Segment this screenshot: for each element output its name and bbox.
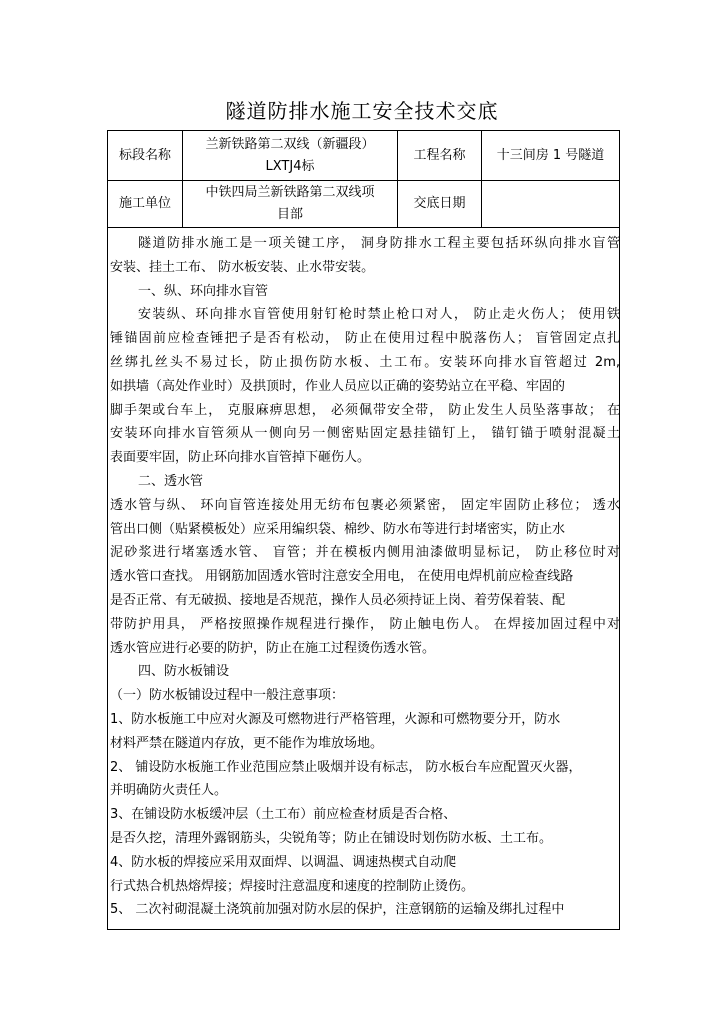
body-line: 4、防水板的焊接应采用双面焊、以调温、调速热楔式自动爬: [110, 854, 457, 870]
unit-value-cell: [183, 181, 398, 228]
date-label-cell: [398, 181, 482, 228]
date-label: 交底日期: [413, 196, 466, 211]
section-label-cell: [108, 131, 183, 181]
body-line: 安装纵、环向排水盲管使用射钉枪时禁止枪口对人， 防止走火伤人； 使用铁: [138, 307, 620, 323]
section-value-cell: [183, 131, 398, 181]
body-line: 并明确防火责任人。: [110, 783, 228, 799]
body-line: 透水管口查找。 用钢筋加固透水管时注意安全用电， 在使用电焊机前应检查线路: [110, 569, 574, 585]
body-line: 管出口侧（贴紧模板处）应采用编织袋、棉纱、防水布等进行封堵密实，防止水: [110, 521, 566, 537]
section-label: 标段名称: [118, 147, 171, 163]
project-label-cell: [398, 131, 482, 181]
subsection-heading: （一）防水板铺设过程中一般注意事项：: [110, 688, 345, 704]
unit-value-line-2: 目部: [276, 207, 303, 222]
section-value-line-1: 兰新铁路第二双线（新疆段）: [205, 136, 375, 152]
section-value-line-2: LXTJ4标: [265, 158, 315, 174]
body-line: 脚手架或台车上， 克服麻痹思想， 必须佩带安全带， 防止发生人员坠落事故； 在: [110, 402, 620, 418]
body-line: 透水管应进行必要的防护，防止在施工过程烫伤透水管。: [110, 640, 436, 656]
unit-label: 施工单位: [118, 196, 171, 211]
body-line: 如拱墙（高处作业时）及拱顶时，作业人员应以正确的姿势站立在平稳、牢固的: [110, 378, 566, 394]
section-heading: 二、透水管: [138, 473, 204, 489]
section-heading: 一、纵、环向排水盲管: [138, 283, 269, 299]
body-line: 1、防水板施工中应对火源及可燃物进行严格管理，火源和可燃物要分开，防水: [110, 711, 561, 727]
body-line: 隧道防排水施工是一项关键工序， 洞身防排水工程主要包括环纵向排水盲管: [138, 236, 620, 251]
project-value: 十三间房 1 号隧道: [496, 147, 605, 163]
body-line: 5、 二次衬砌混凝土浇筑前加强对防水层的保护，注意钢筋的运输及绑扎过程中: [110, 902, 565, 918]
body-line: 透水管与纵、 环向盲管连接处用无纺布包裹必须紧密， 固定牢固防止移位； 透水: [110, 497, 620, 513]
unit-label-cell: [108, 181, 183, 228]
project-value-cell: [482, 131, 619, 181]
body-line: 是否久挖，清理外露钢筋头，尖锐角等；防止在铺设时划伤防水板、土工布。: [110, 830, 553, 846]
project-label: 工程名称: [413, 147, 466, 163]
body-line: 带防护用具， 严格按照操作规程进行操作， 防止触电伤人。 在焊接加固过程中对: [110, 616, 620, 632]
body-line: 是否正常、有无破损、接地是否规范，操作人员必须持证上岗、着劳保着装、配: [110, 592, 566, 608]
body-line: 表面要牢固，防止环向排水盲管掉下砸伤人。: [110, 450, 371, 466]
date-value-cell: [482, 181, 619, 228]
body-line: 行式热合机热熔焊接；焊接时注意温度和速度的控制防止烫伤。: [110, 878, 475, 894]
body-line: 3、在铺设防水板缓冲层（土工布）前应检查材质是否合格、: [110, 807, 457, 823]
body-line: 2、 铺设防水板施工作业范围应禁止吸烟并设有标志， 防水板台车应配置灭火器，: [110, 759, 582, 775]
body-line: 材料严禁在隧道内存放，更不能作为堆放场地。: [110, 735, 384, 751]
body-line: 安装、挂土工布、 防水板安装、止水带安装。: [110, 259, 375, 275]
body-line: 丝绑扎丝头不易过长，防止损伤防水板、土工布。安装环向排水盲管超过 2m,: [110, 354, 620, 370]
briefing-content: [110, 232, 620, 922]
unit-value-line-1: 中铁四局兰新铁路第二双线项: [205, 185, 375, 200]
body-line: 安装环向排水盲管须从一侧向另一侧密贴固定悬挂锚钉上， 锚钉锚于喷射混凝土: [110, 426, 620, 442]
body-line: 泥砂浆进行堵塞透水管、 盲管；并在模板内侧用油漆做明显标记， 防止移位时对: [110, 545, 620, 561]
document-title: 隧道防排水施工安全技术交底: [225, 99, 499, 123]
body-line: 锤锚固前应检查锤把子是否有松动， 防止在使用过程中脱落伤人； 盲管固定点扎: [110, 331, 620, 347]
section-heading: 四、防水板铺设: [138, 664, 230, 680]
